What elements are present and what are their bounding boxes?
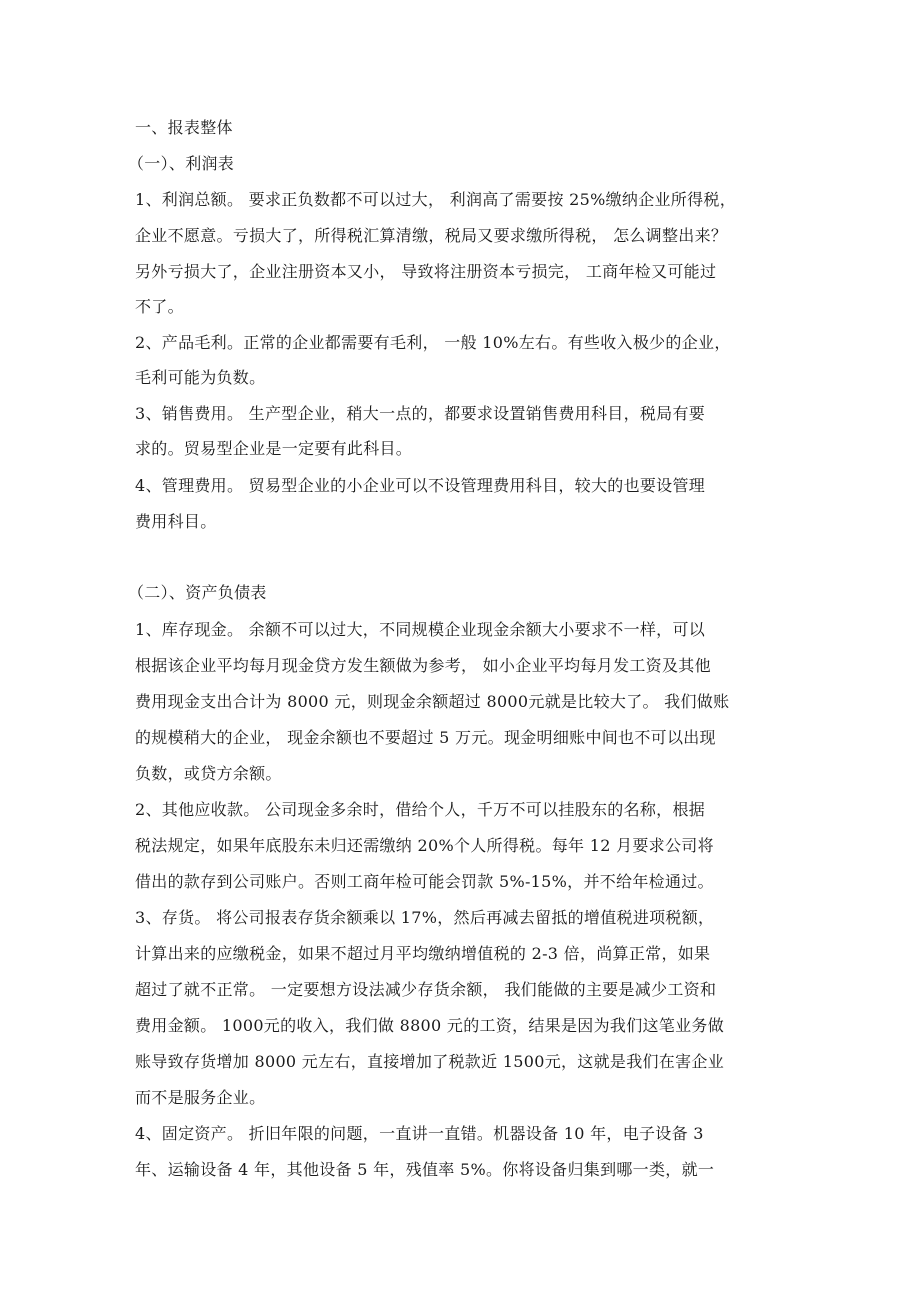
paragraph-line: 而不是服务企业。: [135, 1088, 266, 1107]
paragraph-line: 年、运输设备 4 年，其他设备 5 年，残值率 5%。你将设备归集到哪一类，就一: [135, 1160, 715, 1179]
paragraph-line: 费用科目。: [135, 512, 217, 531]
paragraph-line: 求的。贸易型企业是一定要有此科目。: [135, 439, 413, 458]
balance-sheet-heading: （二）、资产负债表: [128, 583, 267, 602]
paragraph-line: 2、产品毛利。正常的企业都需要有毛利， 一般 10%左右。有些收入极少的企业，: [135, 333, 731, 352]
paragraph-line: 3、存货。 将公司报表存货余额乘以 17%，然后再减去留抵的增值税进项税额，: [135, 908, 715, 927]
paragraph-line: 1、库存现金。 余额不可以过大，不同规模企业现金余额大小要求不一样，可以: [135, 620, 706, 639]
paragraph-line: 不了。: [135, 297, 184, 316]
paragraph-line: 企业不愿意。亏损大了，所得税汇算清缴，税局又要求缴所得税， 怎么调整出来？: [135, 226, 728, 245]
paragraph-line: 1、利润总额。 要求正负数都不可以过大， 利润高了需要按 25%缴纳企业所得税，: [135, 190, 737, 209]
paragraph-line: 4、管理费用。 贸易型企业的小企业可以不设管理费用科目，较大的也要设管理: [135, 476, 706, 495]
profit-statement-heading: （一）、利润表: [128, 154, 235, 173]
paragraph-line: 另外亏损大了，企业注册资本又小， 导致将注册资本亏损完， 工商年检又可能过: [135, 262, 717, 281]
paragraph-line: 费用金额。 1000元的收入，我们做 8800 元的工资，结果是因为我们这笔业务做: [135, 1016, 724, 1035]
paragraph-line: 税法规定，如果年底股东未归还需缴纳 20%个人所得税。每年 12 月要求公司将: [135, 836, 714, 855]
paragraph-line: 4、固定资产。 折旧年限的问题，一直讲一直错。机器设备 10 年，电子设备 3: [135, 1124, 704, 1143]
paragraph-line: 根据该企业平均每月现金贷方发生额做为参考， 如小企业平均每月发工资及其他: [135, 656, 711, 675]
paragraph-line: 借出的款存到公司账户。否则工商年检可能会罚款 5%-15%，并不给年检通过。: [135, 872, 714, 891]
paragraph-line: 账导致存货增加 8000 元左右，直接增加了税款近 1500元，这就是我们在害企业: [135, 1052, 724, 1071]
paragraph-line: 负数，或贷方余额。: [135, 764, 282, 783]
paragraph-line: 3、销售费用。 生产型企业，稍大一点的，都要求设置销售费用科目，税局有要: [135, 404, 706, 423]
paragraph-line: 2、其他应收款。 公司现金多余时，借给个人，千万不可以挂股东的名称，根据: [135, 800, 706, 819]
paragraph-line: 的规模稍大的企业， 现金余额也不要超过 5 万元。现金明细账中间也不可以出现: [135, 728, 716, 747]
paragraph-line: 计算出来的应缴税金，如果不超过月平均缴纳增值税的 2-3 倍，尚算正常，如果: [135, 944, 711, 963]
paragraph-line: 费用现金支出合计为 8000 元，则现金余额超过 8000元就是比较大了。 我们做账: [135, 692, 730, 711]
paragraph-line: 毛利可能为负数。: [135, 368, 266, 387]
paragraph-line: 超过了就不正常。 一定要想方设法减少存货余额， 我们能做的主要是减少工资和: [135, 980, 717, 999]
section-title: 一、报表整体: [135, 118, 233, 137]
